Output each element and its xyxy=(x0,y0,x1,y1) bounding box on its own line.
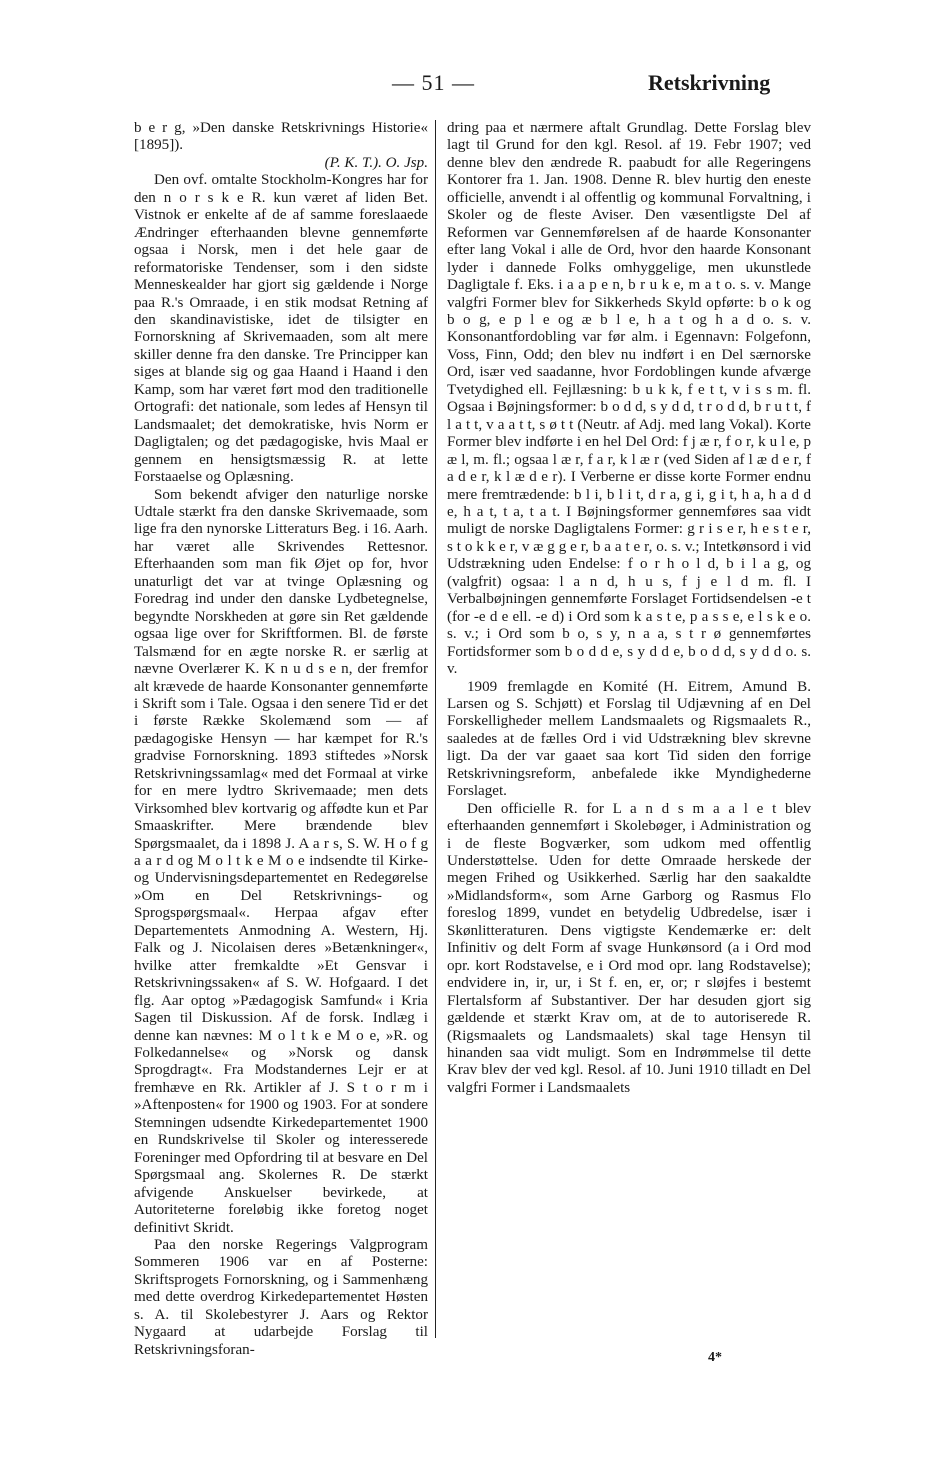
paragraph: Den officielle R. for L a n d s m a a l e t blev efterhaanden gennemført i Skolebøger, i Administration og i de fleste Bogværker, som udkom med offentlig Understøttelse. Uden for dette Omraade herskede der megen Frihed og Usikkerhed. Særlig har den saakaldte »Midlandsform«, som Arne Garborg og Rasmus Flo foreslog 1899, vundet en betydelig Udbredelse, især i Skønlitteraturen. Dens vigtigste Kendemærke er: delt Infinitiv og delt Form af svage Hunkønsord (a i Ord mod opr. kort Rodstavelse, e i Ord mod opr. lang Rodstavelse); endvidere in, ir, ur, i St f. en, er, or; r sløjfes i bestemt Flertalsform af Substantiver. Der har desuden gjort sig gældende et stærkt Krav om, at de to autoriserede R. (Rigsmaalets og Landsmaalets) skal tage Hensyn til hinanden saa vidt muligt. Som en Indrømmelse til dette Krav blev der ved kgl. Resol. af 10. Juni 1910 tilladt en Del valgfri Former i Landsmaalets xyxy=(447,800,811,1096)
author-signature: (P. K. T.). O. Jsp. xyxy=(324,154,428,171)
running-title: Retskrivning xyxy=(648,70,771,95)
column-divider xyxy=(435,120,436,1338)
page-header xyxy=(0,66,928,100)
left-column xyxy=(134,120,428,1359)
right-column xyxy=(447,120,811,1097)
paragraph: Paa den norske Regerings Valgprogram Sommeren 1906 var en af Posterne: Skriftsprogets Fornorskning, og i Sammenhæng med dette overdrog Kirkedepartementet Høsten s. A. til Skolebestyrer J. Aars og Rektor Nygaard at udarbejde Forslag til Retskrivningsforan- xyxy=(134,1237,428,1358)
paragraph: Den ovf. omtalte Stockholm-Kongres har for den n o r s k e R. kun været af liden Bet. Vistnok er enkelte af de af samme foreslaaede Ændringer efterhaanden blevne gennemførte ogsaa i Norsk, men i det hele gaar de reformatoriske Tendenser, som i den sidste Menneskealder har gjort sig gældende i Norge paa R.'s Omraade, i en stik modsat Retning af den skandinavistiske, idet de tilsigter en Fornorskning af Skrivemaaden, som alt mere skiller denne fra den danske. Tre Principper kan siges at blande sig og gaa Haand i Haand i den Kamp, som har været ført mod den traditionelle Ortografi: det nationale, som ledes af Hensyn til Landsmaalet; det demokratiske, hvis Norm er Dagligtalen; og det pædagogiske, hvis Maal er gennem en hensigtsmæssig R. at lette Forstaaelse og Oplæsning. xyxy=(134,172,428,486)
paragraph: dring paa et nærmere aftalt Grundlag. Dette Forslag blev lagt til Grund for den kgl. Resol. af 19. Febr 1907; ved denne blev den ændrede R. paabudt for alle Regeringens Kontorer fra 1. Jan. 1908. Denne R. blev hurtig den eneste officielle, anvendt i al offentlig og kommunal Forvaltning, i Skoler og de fleste Aviser. Den væsentligste Del af Reformen var Gennemførelsen af de haarde Konsonanter efter lang Vokal i alle de Ord, hvor den haarde Konsonant lyder i dannede Folks omhyggelige, men ukunstlede Dagligtale f. Eks. i a a p e n, b r u k e, m a t o. s. v. Mange valgfri Former blev for Sikkerheds Skyld opførte: b o k og b o g, e p l e og æ b l e, h a t og h a d o. s. v. Konsonantfordobling var før alm. i Egennavn: Folgefonn, Voss, Finn, Odd; den blev nu indført i en Del særnorske Ord, især ved saadanne, hvor Fordoblingen kunde afværge Tvetydighed ell. Fejllæsning: b u k k, f e t t, v i s s m. fl. Ogsaa i Bøjningsformer: b o d d, s y d d, t r o d d, b r u t t, f l a t t, v a a t t, s ø t t (Neutr. af Adj. med lang Vokal). Korte Former blev indførte i en hel Del Ord: f j æ r, f o r, k u l e, p æ l, m. fl.; ogsaa l æ r, f a r, k l æ r (ved Siden af l æ d e r, f a d e r, k l æ d e r). I Verberne er disse korte Former endnu mere fremtrædende: b l i, b l i t, d r a, g i, g i t, h a, h a d d e, h a t, t a, t a t. I Bøjningsformer gennemføres saa vidt muligt de norske Dagligtalens Former: g r i s e r, h e s t e r, s t o k k e r, v æ g g e r, b a a t e r, o. s. v.; Intetkønsord i vid Udstrækning uden Endelse: f o r h o l d, b i l a g, og (valgfrit) ogsaa: l a n d, h u s, f j e l d m. fl. I Verbalbøjningen gennemførte Forslaget Fortidsendelsen -e t (for -e d e ell. -e d) i Ord som k a s t e, p a s s e, e l s k e o. s. v.; i Ord som b o, s y, n a a, s t r ø gennemførtes Fortidsformer som b o d d e, s y d d e, b o d d, s y d d o. s. v. xyxy=(447,120,811,678)
intro-text: b e r g, »Den danske Retskrivnings Historie« [1895]). xyxy=(134,120,428,154)
paragraph: Som bekendt afviger den naturlige norske Udtale stærkt fra den danske Skrivemaade, som lige fra den nynorske Litteraturs Beg. i 16. Aarh. har været alle Skrivendes Rettesnor. Efterhaanden som man fik Øjet op for, hvor unaturligt det var at tvinge Oplæsning og Foredrag ind under den danske Lydbetegnelse, begyndte Norskheden at gøre sin Ret gældende ogsaa lige over for Skriftformen. Bl. de første Talsmænd for en ægte norske R. er særlig at nævne Overlærer K. K n u d s e n, der fremfor alt krævede de haarde Konsonanter gennemførte i Skrift som i Tale. Ogsaa i den senere Tid er det i første Række Skolemænd som — af pædagogiske Hensyn — har kæmpet for R.'s gradvise Fornorskning. 1893 stiftedes »Norsk Retskrivningssamlag« med det Formaal at virke for en mere lydtro Skrivemaade; men dets Virksomhed blev kortvarig og affødte kun et Par Smaaskrifter. Mere brændende blev Spørgsmaalet, da i 1898 J. A a r s, S. W. H o f g a a r d og M o l t k e M o e indsendte til Kirke- og Undervisningsdepartementet en Redegørelse »Om en Del Retskrivnings- og Sprogspørgsmaal«. Herpaa afgav efter Departementets Anmodning A. Western, Hj. Falk og J. Nicolaisen deres »Betænkninger«, hvilke atter fremkaldte »Et Gensvar i Retskrivningssaken« af S. W. Hofgaard. I det flg. Aar optog »Pædagogisk Samfund« i Kria Sagen til Diskussion. Af de forsk. Indlæg i denne kan nævnes: M o l t k e M o e, »R. og Folkedannelse« og »Norsk og dansk Sprogdragt«. Fra Modstandernes Lejr er at fremhæve en Rk. Artikler af J. S t o r m i »Aftenposten« for 1900 og 1903. For at sondere Stemningen udsendte Kirkedepartementet 1900 en Rundskrivelse til Skoler og interesserede Foreninger med Opfordring til at besvare en Del Spørgsmaal ang. Skolernes R. De stærkt afvigende Anskuelser bevirkede, at Autoriteterne foreløbig ikke foretog noget definitivt Skridt. xyxy=(134,486,428,1236)
intro-line xyxy=(134,120,428,172)
signature-mark: 4* xyxy=(708,1350,722,1365)
page-number: — 51 — xyxy=(392,70,475,95)
paragraph: 1909 fremlagde en Komité (H. Eitrem, Amund B. Larsen og S. Schjøtt) et Forslag til Udjævning af en Del Forskelligheder mellem Landsmaalets og Rigsmaalets R., saaledes at de fælles Ord i vid Udstrækning blev skrevne ligt. Da der var gaaet saa kort Tid siden den forrige Retskrivningsreform, anbefalede ikke Myndighederne Forslaget. xyxy=(447,678,811,800)
